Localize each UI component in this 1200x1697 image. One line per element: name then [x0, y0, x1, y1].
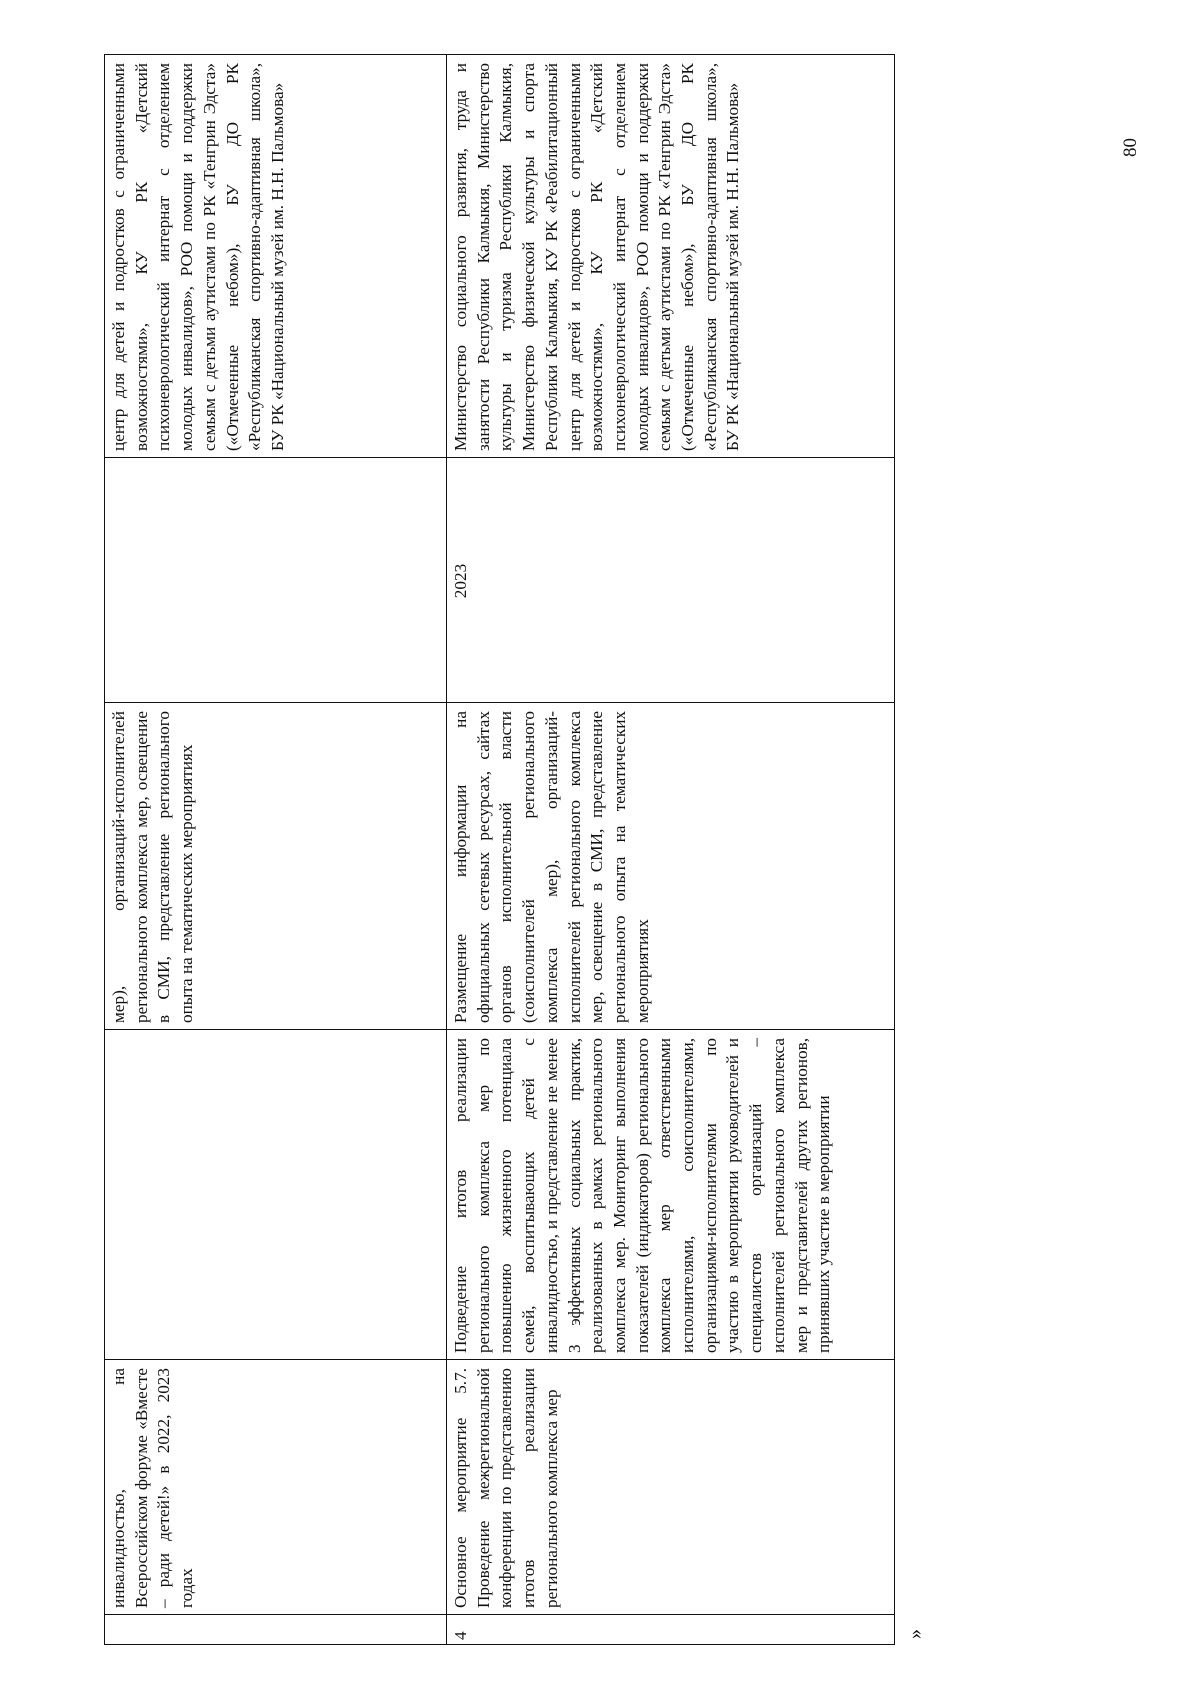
- executors-cell: [105, 55, 447, 458]
- closing-quote-mark: »: [904, 1629, 926, 1639]
- indicator-cell: [105, 1030, 447, 1360]
- executors-text: Министерство социального развития, труда и занятости Республики Калмыкия, Министерство культуры и туризма Республики Калмыкия, Министерство физической культуры и спорта Республики Калмыкия, КУ РК «Реабилитационный центр для детей и подростков с ограниченными возможностями», КУ РК «Детский психоневрологический интернат с отделением молодых инвалидов», РОО помощи и поддержки семьям с детьми аутистами по РК «Тенгрин Эдста» («Отмеченные небом»), БУ ДО РК «Республиканская спортивно-адаптивная школа», БУ РК «Национальный музей им. Н.Н. Пальмова»: [451, 63, 743, 451]
- table-row: [447, 55, 895, 1645]
- year-cell: [447, 458, 895, 703]
- row-number-cell: [447, 1615, 895, 1645]
- measure-name-cell: [447, 1360, 895, 1615]
- year-cell: [105, 458, 447, 703]
- indicator-cell: [447, 1030, 895, 1360]
- row-number: 4: [451, 1631, 470, 1640]
- table-row: [105, 55, 447, 1645]
- executors-text: центр для детей и подростков с ограниченными возможностями», КУ РК «Детский психоневрологический интернат с отделением молодых инвалидов», РОО помощи и поддержки семьям с детьми аутистами по РК «Тенгрин Эдста» («Отмеченные небом»), БУ ДО РК «Республиканская спортивно-адаптивная школа», БУ РК «Национальный музей им. Н.Н. Пальмова»: [109, 63, 287, 451]
- result-cell: [105, 703, 447, 1030]
- year-text: 2023: [451, 563, 470, 599]
- result-text: Размещение информации на официальных сетевых ресурсах, сайтах органов исполнительной власти (соисполнителей регионального комплекса мер), организаций-исполнителей регионального комплекса мер, освещение в СМИ, представление регионального опыта на тематических мероприятиях: [451, 711, 652, 1023]
- measure-name: Основное мероприятие 5.7. Проведение межрегиональной конференции по представлению итогов реализации регионального комплекса мер: [451, 1368, 561, 1608]
- executors-cell: [447, 55, 895, 458]
- result-text: мер), организаций-исполнителей регионального комплекса мер, освещение в СМИ, представление регионального опыта на тематических мероприятиях: [109, 711, 197, 1023]
- measure-name: инвалидностью, на Всероссийском форуме «Вместе – ради детей!» в 2022, 2023 годах: [109, 1368, 197, 1608]
- page-number: 80: [1120, 138, 1141, 157]
- measures-table: [104, 54, 895, 1645]
- measure-name-cell: [105, 1360, 447, 1615]
- row-number-cell: [105, 1615, 447, 1645]
- result-cell: [447, 703, 895, 1030]
- indicator-text: Подведение итогов реализации регионального комплекса мер по повышению жизненного потенциала семей, воспитывающих детей с инвалидностью, и представление не менее 3 эффективных социальных практик, реализованных в рамках регионального комплекса мер. Мониторинг выполнения показателей (индикаторов) регионального комплекса мер ответственными исполнителями, соисполнителями, организациями-исполнителями по участию в мероприятии руководителей и специалистов организаций – исполнителей регионального комплекса мер и представителей других регионов, принявших участие в мероприятии: [451, 1038, 834, 1353]
